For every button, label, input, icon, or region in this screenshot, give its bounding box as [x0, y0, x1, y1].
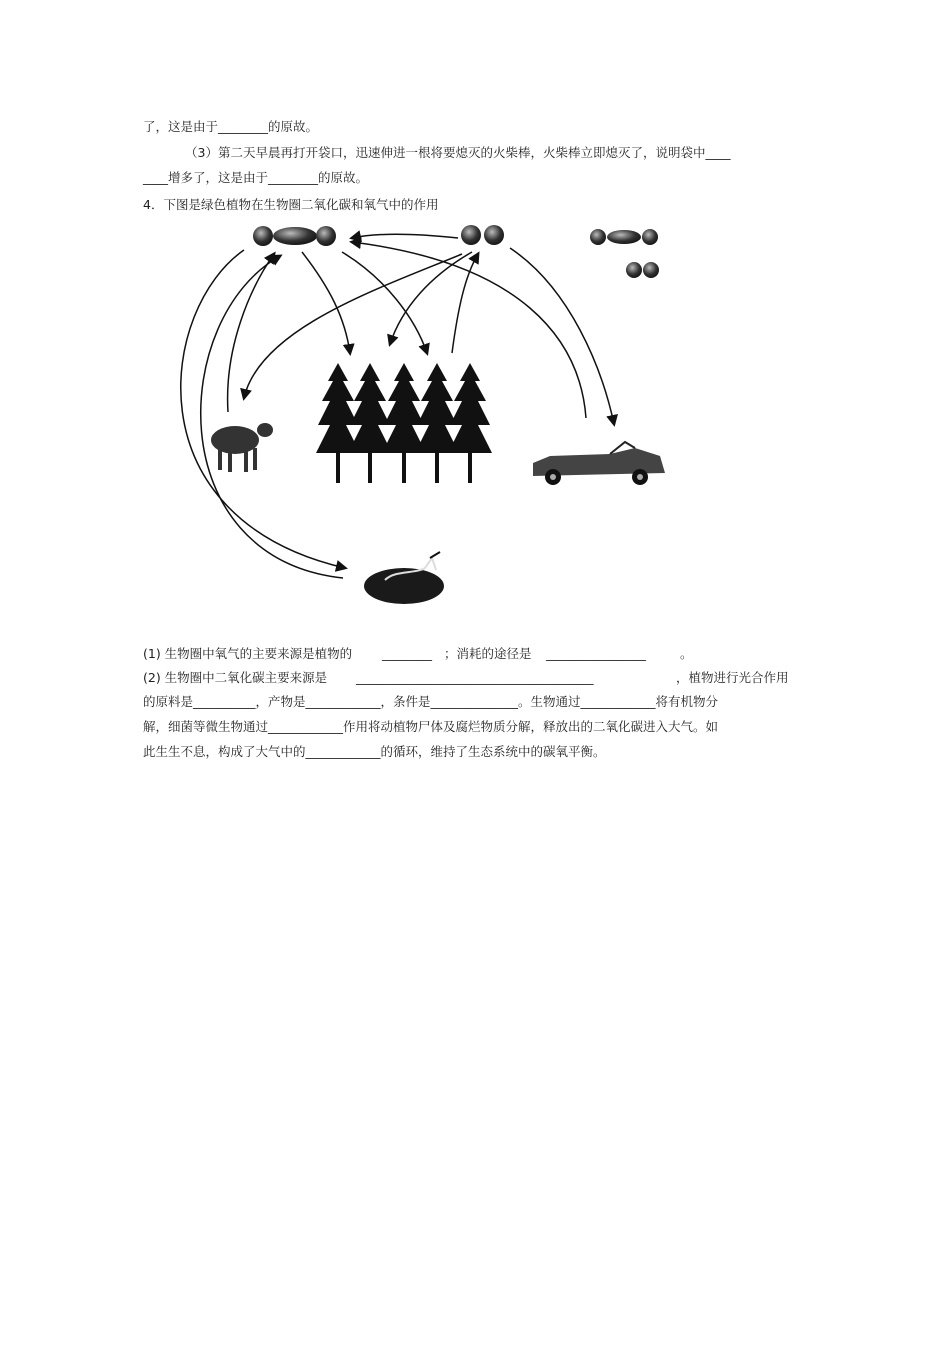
sheep-icon — [211, 423, 273, 472]
question-2-text-2: ，植物进行光合作用 — [676, 670, 789, 685]
co2-legend-icon — [590, 229, 658, 245]
question-4-title: 4．下图是绿色植物在生物圈二氧化碳和氧气中的作用 — [143, 197, 439, 212]
text-line-8: 解，细菌等微生物通过____________作用将动植物尸体及腐烂物质分解，释放出的二氧化碳进入大气。如 — [143, 719, 719, 734]
co2-molecule-icon — [253, 226, 336, 246]
text-line-7: 的原料是__________，产物是____________，条件是______________。生物通过____________将有机物分 — [143, 694, 719, 709]
decomposer-icon — [364, 552, 444, 604]
question-1-text: (1) 生物圈中氧气的主要来源是植物的 — [143, 646, 353, 661]
text-line-1: 了，这是由于________的原故。 — [143, 119, 319, 134]
o2-molecule-icon — [461, 225, 504, 245]
question-1-blank-1: ________ — [382, 646, 432, 661]
carbon-oxygen-cycle-diagram — [140, 218, 680, 613]
o2-legend-icon — [626, 262, 659, 278]
text-line-3: ____增多了，这是由于________的原故。 — [143, 170, 369, 185]
text-line-9: 此生生不息，构成了大气中的____________的循环，维持了生态系统中的碳氧平衡。 — [143, 744, 606, 759]
question-1-text-2: ；消耗的途径是 — [444, 646, 532, 661]
text-line-2: （3）第二天早晨再打开袋口，迅速伸进一根将要熄灭的火柴棒，火柴棒立即熄灭了，说明袋中____ — [185, 145, 731, 160]
question-2-blank: ______________________________________ — [356, 670, 594, 685]
trees-icon — [316, 363, 492, 483]
question-1-blank-2: ________________ — [546, 646, 646, 661]
question-2-text: (2) 生物圈中二氧化碳主要来源是 — [143, 670, 328, 685]
car-icon — [533, 442, 665, 485]
question-1-end: 。 — [680, 646, 693, 661]
